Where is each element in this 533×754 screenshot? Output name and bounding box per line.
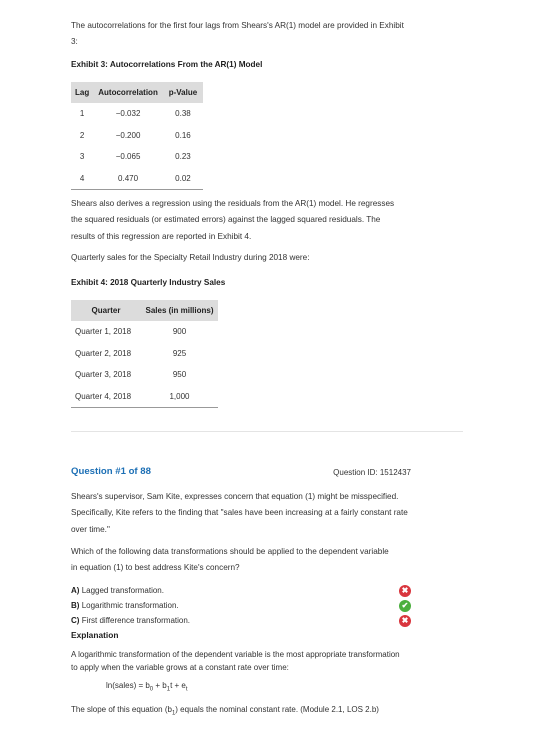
intro-paragraph: The autocorrelations for the first four lags from Shears's AR(1) model are provided in Exhibit 3: [71,21,404,47]
autocorrelation-cell: −0.032 [115,109,141,119]
col-header-quarter: Quarter [71,300,141,321]
pvalue-cell: 0.16 [175,130,191,140]
table-row [71,146,203,168]
choice-letter: C) [71,616,80,625]
table-row [71,125,203,147]
regression-paragraph: Shears also derives a regression using the residuals from the AR(1) model. He regresses the squared residuals (or estimated errors) against the lagged squared residuals. The results of this regression are reported in Exhibit 4. [71,199,395,241]
quarter-cell: Quarter 3, 2018 [75,370,132,380]
incorrect-icon: ✖ [399,585,411,597]
col-header-autocorrelation: Autocorrelation [93,82,163,103]
explanation-heading: Explanation [71,630,119,640]
sales-cell: 950 [172,370,187,380]
table-row [71,321,218,343]
col-header-pvalue: p-Value [163,82,203,103]
col-header-lag: Lag [71,82,93,103]
question-header [71,466,411,480]
exhibit4-title: Exhibit 4: 2018 Quarterly Industry Sales [71,278,226,287]
lag-cell: 3 [79,152,85,162]
autocorrelation-cell: −0.200 [115,130,141,140]
pvalue-cell: 0.02 [163,168,203,190]
choice-letter: B) [71,601,80,610]
choice-text: Lagged transformation. [81,586,164,595]
question-prompt: Which of the following data transformations should be applied to the dependent variable in equation (1) to best address Kite's concern? [71,547,389,573]
explanation-text: A logarithmic transformation of the dependent variable is the most appropriate transformation to apply when the variable grows at a constant rate over time: [71,650,400,672]
autocorrelation-cell: −0.065 [115,152,141,162]
question-stem: Shears's supervisor, Sam Kite, expresses concern that equation (1) might be misspecified. Specifically, Kite refers to the finding that "sales have been increasing at a fairly constant rate over time." [71,492,408,534]
section-divider [71,431,463,432]
lag-cell: 1 [79,109,85,119]
lag-cell: 4 [71,168,93,190]
slope-explanation: The slope of this equation $(b_1)$ equals the nominal constant rate. (Module 2.1, LOS 2.b) [71,705,379,717]
sales-cell: 925 [172,348,187,358]
question-id: Question ID: 1512437 [333,468,411,477]
quarter-cell: Quarter 4, 2018 [71,386,141,408]
table-row [71,386,218,408]
choice-b[interactable] [71,601,179,610]
table-row [71,103,203,125]
incorrect-icon: ✖ [399,615,411,627]
choice-text: Logarithmic transformation. [81,601,179,610]
quarter-cell: Quarter 1, 2018 [75,327,132,337]
question-number: Question #1 of 88 [71,466,151,477]
sales-cell: 1,000 [141,386,218,408]
lag-cell: 2 [79,130,85,140]
autocorrelation-cell: 0.470 [93,168,163,190]
choice-a[interactable] [71,586,164,595]
exhibit3-table [71,82,203,190]
col-header-sales: Sales (in millions) [141,300,218,321]
explanation-equation: ln(sales) = $b_0 + b_1t + e_t$ [106,681,188,693]
sales-cell: 900 [172,327,187,337]
pvalue-cell: 0.23 [175,152,191,162]
choice-letter: A) [71,586,80,595]
table-row [71,364,218,386]
quarter-cell: Quarter 2, 2018 [75,348,132,358]
pvalue-cell: 0.38 [175,109,191,119]
correct-icon: ✔ [399,600,411,612]
table-row [71,168,203,190]
choice-text: First difference transformation. [81,616,191,625]
choice-c[interactable] [71,616,190,625]
table-row [71,343,218,365]
exhibit3-title: Exhibit 3: Autocorrelations From the AR(1) Model [71,60,263,69]
sales-paragraph: Quarterly sales for the Specialty Retail Industry during 2018 were: [71,253,310,262]
exhibit4-table [71,300,218,408]
